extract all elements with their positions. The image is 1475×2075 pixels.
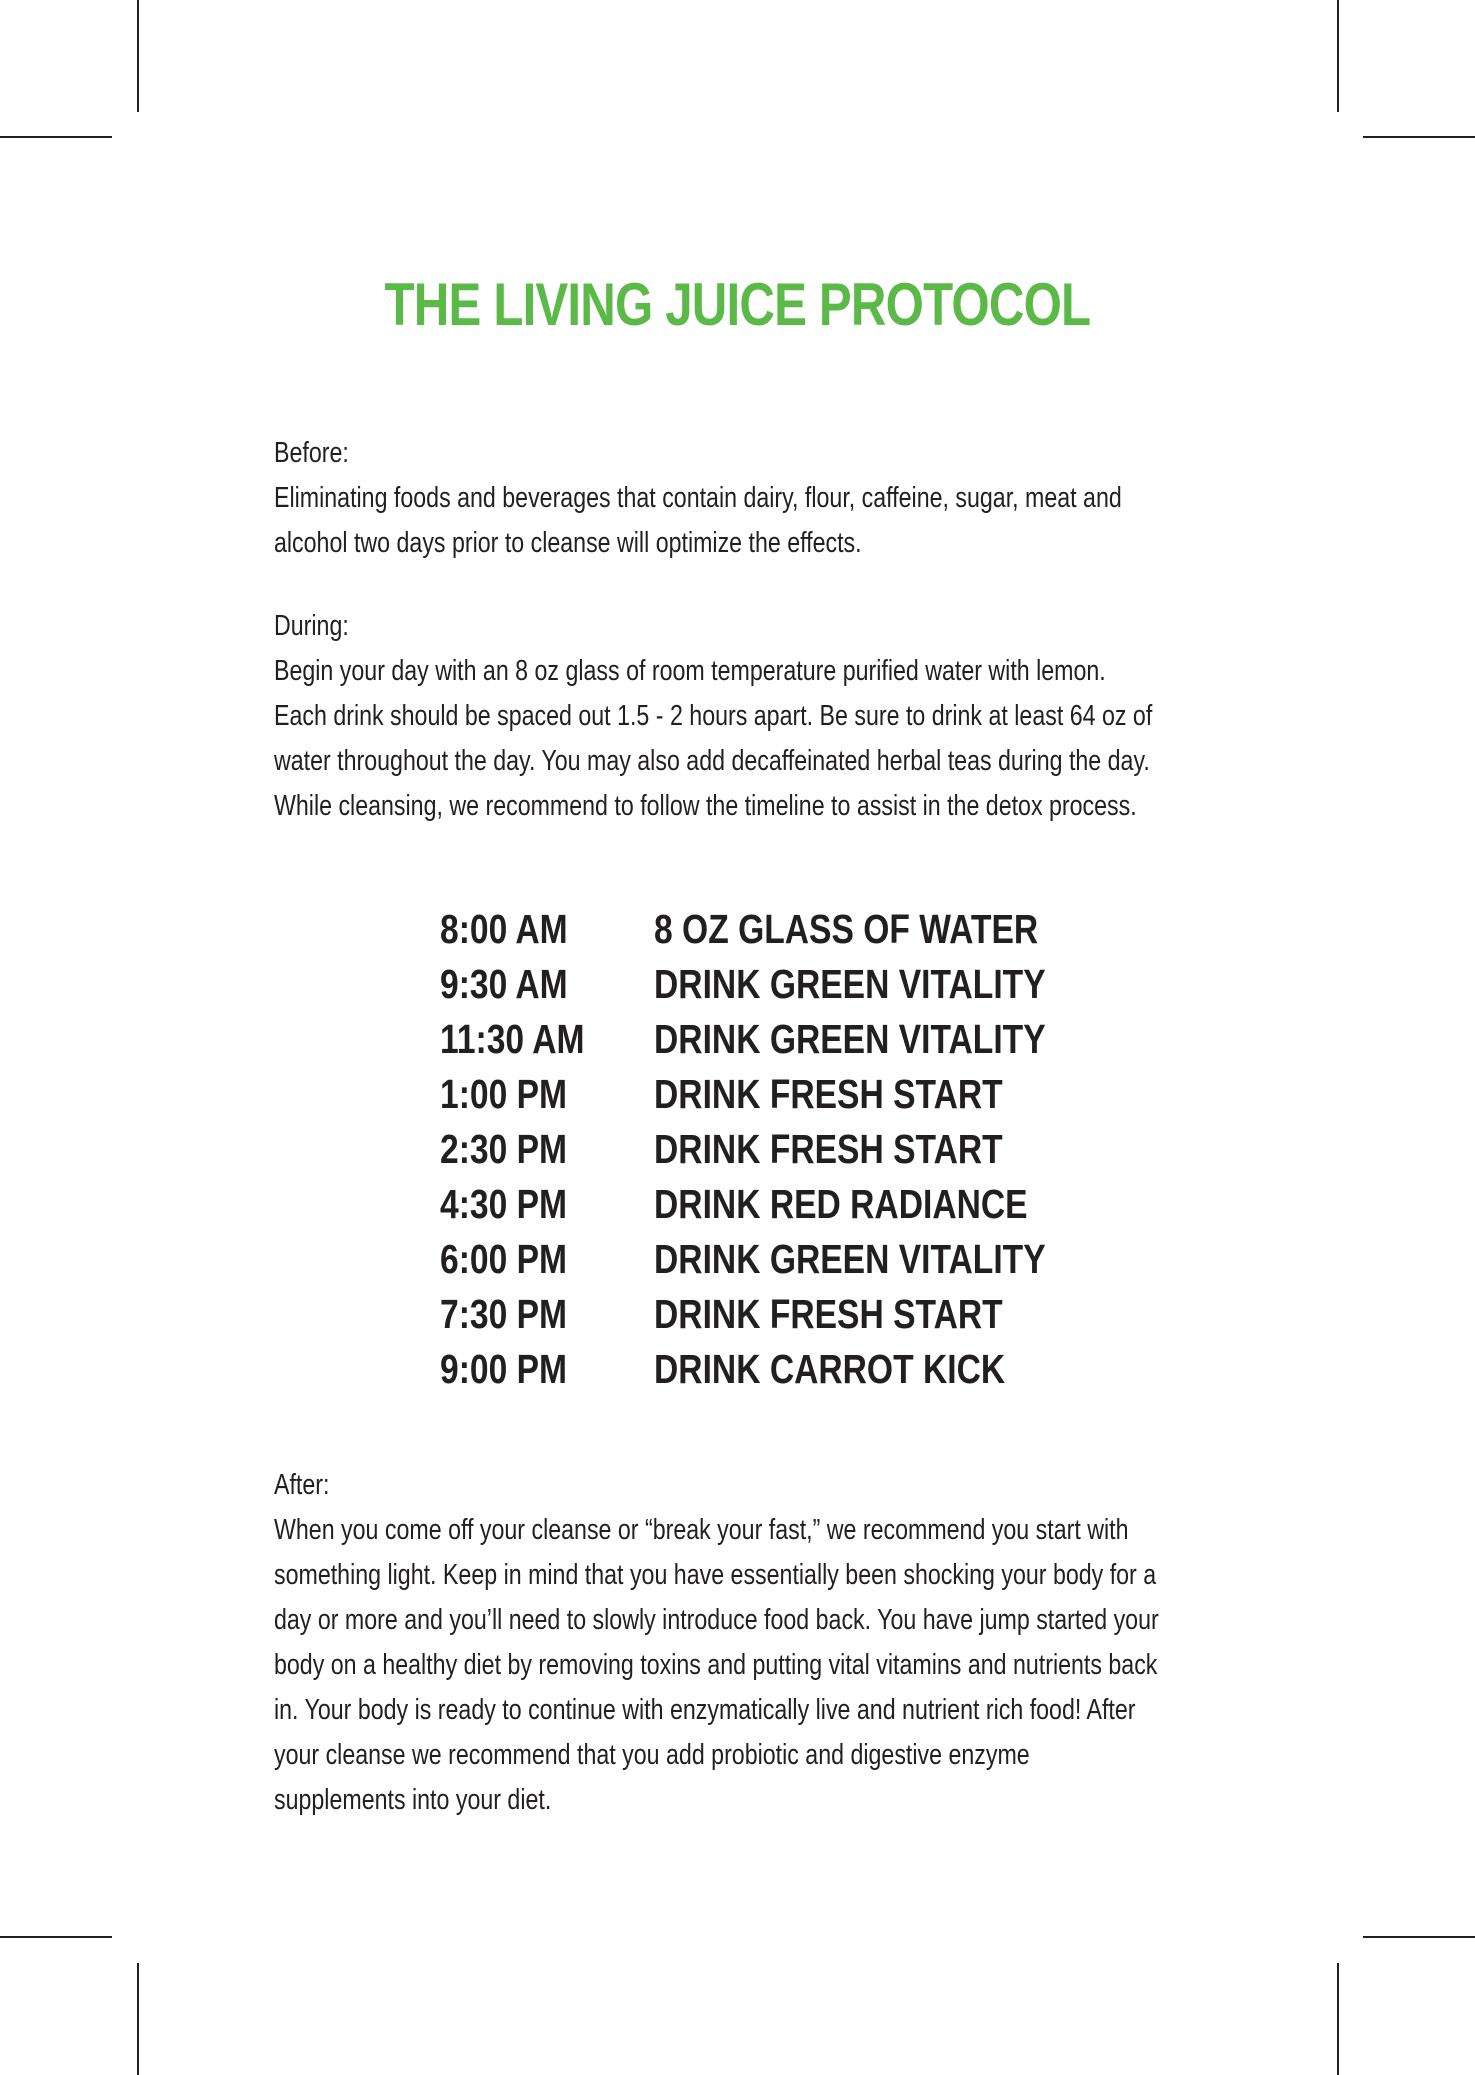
during-line: water throughout the day. You may also add decaffeinated herbal teas during the day.: [274, 745, 1150, 777]
crop-mark-top-left-horizontal: [0, 136, 112, 138]
schedule-action: DRINK CARROT KICK: [654, 1346, 1006, 1392]
before-section: [274, 431, 1122, 566]
schedule-row: [440, 1067, 1046, 1122]
schedule-time: 8:00 AM: [440, 906, 568, 952]
during-line: Each drink should be spaced out 1.5 - 2 hours apart. Be sure to drink at least 64 oz of: [274, 700, 1153, 732]
schedule-time: 6:00 PM: [440, 1236, 568, 1282]
schedule-row: [440, 1287, 1046, 1342]
schedule-row: [440, 1122, 1046, 1177]
crop-mark-top-right-horizontal: [1363, 136, 1475, 138]
after-line: day or more and you’ll need to slowly introduce food back. You have jump started your: [274, 1604, 1159, 1636]
after-line: When you come off your cleanse or “break your fast,” we recommend you start with: [274, 1514, 1129, 1546]
schedule-time: 9:00 PM: [440, 1346, 568, 1392]
schedule-table: [440, 902, 1046, 1397]
schedule-row: [440, 1012, 1046, 1067]
after-line: something light. Keep in mind that you have essentially been shocking your body for a: [274, 1559, 1157, 1591]
crop-mark-bottom-right-vertical: [1337, 1963, 1339, 2075]
schedule-action: DRINK FRESH START: [654, 1126, 1003, 1172]
after-line: your cleanse we recommend that you add probiotic and digestive enzyme: [274, 1739, 1030, 1771]
crop-mark-bottom-left-vertical: [137, 1963, 139, 2075]
schedule-time: 1:00 PM: [440, 1071, 568, 1117]
during-heading: During:: [274, 610, 349, 642]
after-section: [274, 1463, 1159, 1823]
after-line: supplements into your diet.: [274, 1784, 552, 1816]
before-line: alcohol two days prior to cleanse will optimize the effects.: [274, 527, 862, 559]
before-line: Eliminating foods and beverages that contain dairy, flour, caffeine, sugar, meat and: [274, 482, 1122, 514]
before-heading: Before:: [274, 437, 349, 469]
crop-mark-top-right-vertical: [1337, 0, 1339, 112]
schedule-action: DRINK GREEN VITALITY: [654, 961, 1046, 1007]
schedule-time: 11:30 AM: [440, 1016, 585, 1062]
during-section: [274, 604, 1152, 829]
after-line: in. Your body is ready to continue with enzymatically live and nutrient rich food! After: [274, 1694, 1136, 1726]
schedule-row: [440, 1232, 1046, 1287]
schedule-time: 4:30 PM: [440, 1181, 568, 1227]
after-line: body on a healthy diet by removing toxins and putting vital vitamins and nutrients back: [274, 1649, 1158, 1681]
schedule-time: 9:30 AM: [440, 961, 568, 1007]
during-line: Begin your day with an 8 oz glass of room temperature purified water with lemon.: [274, 655, 1106, 687]
crop-mark-bottom-right-horizontal: [1363, 1936, 1475, 1938]
after-heading: After:: [274, 1469, 330, 1501]
crop-mark-bottom-left-horizontal: [0, 1936, 112, 1938]
schedule-action: DRINK FRESH START: [654, 1291, 1003, 1337]
during-line: While cleansing, we recommend to follow the timeline to assist in the detox process.: [274, 790, 1137, 822]
schedule-row: [440, 902, 1046, 957]
document-title: THE LIVING JUICE PROTOCOL: [384, 271, 1091, 338]
schedule-action: DRINK GREEN VITALITY: [654, 1236, 1046, 1282]
schedule-row: [440, 957, 1046, 1012]
schedule-time: 7:30 PM: [440, 1291, 568, 1337]
schedule-action: DRINK GREEN VITALITY: [654, 1016, 1046, 1062]
schedule-row: [440, 1342, 1046, 1397]
schedule-row: [440, 1177, 1046, 1232]
schedule-time: 2:30 PM: [440, 1126, 568, 1172]
crop-mark-top-left-vertical: [137, 0, 139, 112]
schedule-action: 8 OZ GLASS OF WATER: [654, 906, 1039, 952]
schedule-action: DRINK RED RADIANCE: [654, 1181, 1028, 1227]
schedule-action: DRINK FRESH START: [654, 1071, 1003, 1117]
